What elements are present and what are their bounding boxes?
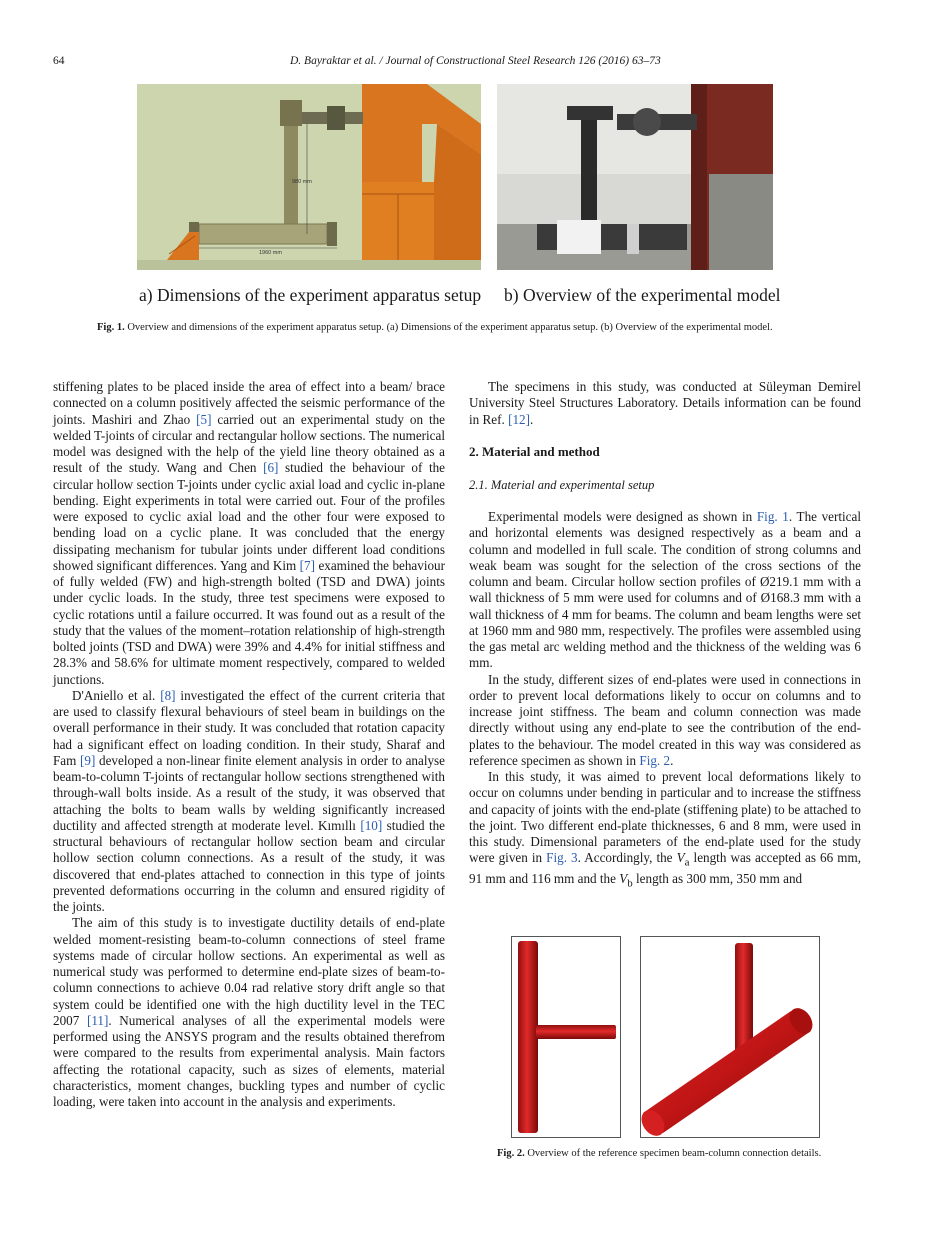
left-paragraph-2: D'Aniello et al. [8] investigated the effect of the current criteria that are used to classify flexural behaviours of steel beam in buildings on the overall performance in their study. It was concluded that rotation capacity had a significant effect on loading condition. In their study, Sharaf and Fam [9] developed a non-linear finite element analysis in order to analyse beam-to-column T-joints of rectangular hollow sections strengthened with through-wall bolts inside. As a result of the study, it was observed that attaching the bolts to beam walls by welding significantly increased ductility and affected strength at moderate level. Kımıllı [10] studied the structural behaviours of rectangular hollow section beam and circular hollow section column connections. As a result of the study, it was discovered that end-plates attached to connection in this type of joints prevented deformations occurring in the column and ensured rigidity of the joints.: [53, 687, 445, 914]
right-paragraph-2: Experimental models were designed as shown in Fig. 1. The vertical and horizontal elements was designed respectively as a beam and a column and modelled in full scale. The condition of strong columns and weak beam was sought for the selection of the cross sections of the column and beam. Circular hollow section profiles of Ø219.1 mm with a wall thickness of 5 mm were used for columns and of Ø168.3 mm with a wall thickness of 4 mm for beams. The column and beam lengths were set at 1960 mm and 980 mm, respectively. The profiles were assembled using the gas metal arc welding method and the thickness of the welding was 6 mm.: [469, 509, 861, 671]
left-paragraph-3: The aim of this study is to investigate ductility details of end-plate welded moment-resisting beam-to-column connections of steel frame systems made of circular hollow sections. An experimental as well as numerical study was performed to determine end-plate sizes of beam-to-column connections to achieve 0.04 rad relative story drift angle so that system could be identified one with the high ductility level in the TEC 2007 [11]. Numerical analyses of all the experimental models were performed using the ANSYS program and the results obtained therefrom were compared to the results from experimental analysis. Main factors affecting the rotational capacity, such as sizes of elements, material characteristics, moment changes, buckling types and number of cyclic loading, were taken into account in the analysis and experiments.: [53, 915, 445, 1109]
ref-11-link[interactable]: [11]: [86, 1012, 109, 1028]
fig3-link[interactable]: Fig. 3: [546, 850, 578, 866]
dim-horizontal-label: 1960 mm: [259, 250, 282, 256]
right-paragraph-3: In the study, different sizes of end-plates were used in connections in order to prevent local deformations likely to occur on columns and to increase joint stiffness. The beam and column connection was made directly without using any end-plate to see the contribution of the end-plates to the behaviour. The model created in this way was considered as reference specimen as shown in Fig. 2.: [469, 671, 861, 768]
left-paragraph-1: stiffening plates to be placed inside the area of effect into a beam/ brace connected on a column positively affected the seismic performance of the joints. Mashiri and Zhao [5] carried out an experimental study on the welded T-joints of circular and rectangular hollow sections. The numerical model was designed with the help of the yield line theory obtained as a result of the study. Wang and Chen [6] studied the behaviour of the circular hollow section T-joints under cyclic axial load and cyclic in-plane bending. Eight experiments in total were carried out. Four of the profiles were exposed to cyclic axial load and the other four were exposed to bending load on a cyclic plane. It was concluded that the energy dissipating mechanism for tubular joints under different load conditions showed significant differences. Yang and Kim [7] examined the behaviour of fully welded (FW) and high-strength bolted (TSD and DWA) joints under cyclic loads. In the study, three test specimens were exposed to cyclic rotations until a failure occurred. It was found out as a result of the study that the values of the moment–rotation relationship of high-strength bolted joints (TSD and DWA) were 39% and 4.4% for initial stiffness and 28.3% and 58.6% for ultimate moment respectively, compared to welded junctions.: [53, 379, 446, 687]
ref-7-link[interactable]: [7]: [299, 557, 315, 573]
figure1-photo: [497, 84, 773, 270]
figure2-caption: [497, 1148, 821, 1159]
fig1-link[interactable]: Fig. 1: [756, 509, 789, 524]
ref-12-link[interactable]: [12]: [508, 411, 530, 427]
ref-8-link[interactable]: [8]: [160, 687, 176, 703]
figure2-caption-label: Fig. 2.: [497, 1148, 525, 1159]
ref-9-link[interactable]: [9]: [80, 752, 96, 768]
figure1-schematic: [137, 84, 481, 270]
figure2-front-view: [511, 936, 621, 1138]
right-paragraph-1: The specimens in this study, was conducted at Süleyman Demirel University Steel Structures Laboratory. Details information can be found in Ref. [12].: [469, 379, 861, 427]
figure1-caption-label: Fig. 1.: [97, 322, 125, 333]
figure1-caption: [97, 322, 773, 333]
figure2-caption-text: Overview of the reference specimen beam-column connection details.: [527, 1148, 822, 1159]
figure1-sublabel-b: b) Overview of the experimental model: [504, 285, 781, 305]
subsection-heading: 2.1. Material and experimental setup: [469, 477, 655, 492]
ref-5-link[interactable]: [5]: [196, 411, 212, 427]
ref-6-link[interactable]: [6]: [263, 460, 279, 476]
ref-10-link[interactable]: [10]: [360, 817, 383, 833]
figure1-sublabel-a: a) Dimensions of the experiment apparatus setup: [139, 285, 482, 305]
page-number: 64: [53, 55, 65, 67]
figure1-caption-text: Overview and dimensions of the experiment apparatus setup. (a) Dimensions of the experiment apparatus setup. (b) Overview of the experimental model.: [127, 322, 773, 333]
dim-vertical-label: 980 mm: [292, 179, 312, 185]
fig2-link[interactable]: Fig. 2: [639, 752, 671, 768]
section-heading: 2. Material and method: [469, 444, 600, 459]
left-column: [53, 379, 445, 1110]
running-header: D. Bayraktar et al. / Journal of Constructional Steel Research 126 (2016) 63–73: [290, 55, 661, 67]
figure2-isometric-view: [640, 936, 820, 1138]
right-paragraph-4: In this study, it was aimed to prevent local deformations likely to occur on columns under bending in particular and to increase the stiffness and capacity of joints with the end-plate (stiffening plate) to be attached to the joint. Two different end-plate thicknesses, 6 and 8 mm, were used in this study. Dimensional parameters of the end-plate used for the study were given in Fig. 3. Accordingly, the $V_a$ length was accepted as 66 mm, 91 mm and 116 mm and the $V_b$ length as 300 mm, 350 mm and: [469, 769, 861, 890]
right-column: [469, 379, 861, 892]
